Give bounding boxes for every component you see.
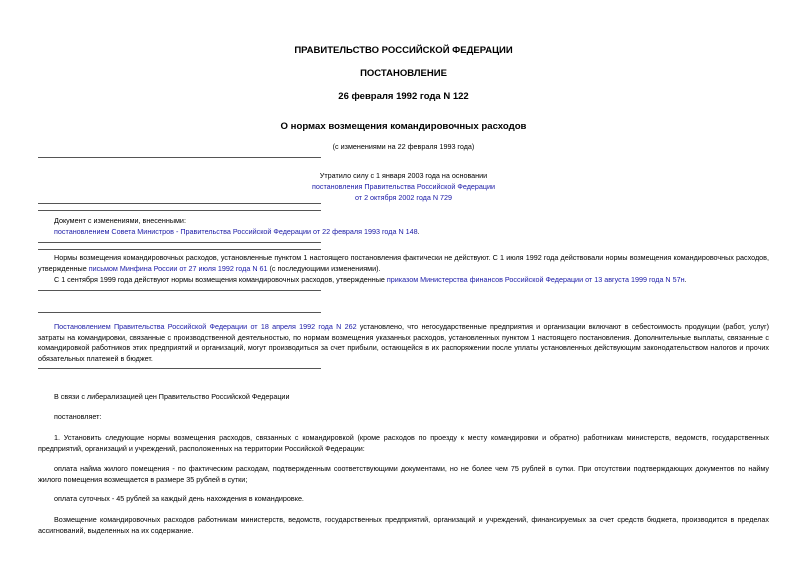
changes-end: . bbox=[417, 226, 420, 236]
expired-link-line2[interactable]: от 2 октября 2002 года N 729 bbox=[354, 193, 453, 202]
changes-block bbox=[38, 216, 769, 237]
minfin-letter-link[interactable]: письмом Минфина России от 27 июля 1992 года N 61 bbox=[88, 263, 268, 273]
government-heading: ПРАВИТЕЛЬСТВО РОССИЙСКОЙ ФЕДЕРАЦИИ bbox=[294, 45, 513, 56]
amendments-note: (с изменениями на 22 февраля 1993 года) bbox=[332, 142, 475, 151]
document-title: О нормах возмещения командировочных расходов bbox=[280, 121, 527, 132]
divider bbox=[38, 312, 321, 313]
commentary-text: (с последующими изменениями). bbox=[267, 263, 381, 273]
divider bbox=[38, 242, 321, 243]
commentary-text: Нормы возмещения командировочных расходов, установленные пунктом 1 настоящего постановления фактически не действуют. С 1 июля 1992 года действовали нормы возмещения командировочных расходов, утвержденные bbox=[38, 253, 769, 273]
divider bbox=[38, 203, 321, 204]
comment-paragraph bbox=[38, 322, 769, 364]
divider bbox=[38, 368, 321, 369]
doc-type-heading: ПОСТАНОВЛЕНИЕ bbox=[360, 68, 447, 79]
expired-note bbox=[38, 170, 769, 203]
reimbursement-paragraph: Возмещение командировочных расходов работникам министерств, ведомств, государственных предприятий, организаций и учреждений, финансируемых за счет средств бюджета, производится в пределах ассигнований, выделенных на их содержание. bbox=[38, 515, 769, 535]
divider bbox=[38, 210, 321, 211]
commentary-paragraph-2 bbox=[38, 275, 769, 286]
divider bbox=[38, 157, 321, 158]
minfin-order-link[interactable]: приказом Министерства финансов Российской Федерации от 13 августа 1999 года N 57н bbox=[386, 275, 685, 284]
comment-text: установлено, что негосударственные предприятия и организации включают в себестоимость продукции (работ, услуг) затраты на командировки, связанные с производственной деятельностью, по нормам возмещения указанных расходов, установленных пунктом 1 настоящего постановления. Дополнительные выплаты, связанные с командировкой работников этих предприятий и организаций, могут производиться за счет прибыли, остающейся в их распоряжении после уплаты установленных действующим законодательством налогов и прочих обязательных платежей в бюджет. bbox=[38, 322, 769, 363]
housing-paragraph: оплата найма жилого помещения - по фактическим расходам, подтвержденным соответствующими документами, но не более чем 75 рублей в сутки. При отсутствии подтверждающих документов по найму жилого помещения возмещается в размере 35 рублей в сутки; bbox=[38, 464, 769, 484]
commentary-paragraph-1 bbox=[38, 253, 769, 274]
divider bbox=[38, 249, 321, 250]
changes-link[interactable]: постановлением Совета Министров - Правительства Российской Федерации от 22 февраля 1993 года N 148 bbox=[54, 226, 418, 236]
decree-paragraph: постановляет: bbox=[54, 412, 102, 421]
commentary-text: С 1 сентября 1999 года действуют нормы возмещения командировочных расходов, утвержденные bbox=[54, 275, 387, 284]
date-number-heading: 26 февраля 1992 года N 122 bbox=[338, 91, 469, 102]
commentary-text: . bbox=[684, 275, 687, 284]
expired-link-line1[interactable]: постановления Правительства Российской Федерации bbox=[311, 182, 496, 191]
resolution-262-link[interactable]: Постановлением Правительства Российской Федерации от 18 апреля 1992 года N 262 bbox=[54, 322, 357, 331]
intro-paragraph: В связи с либерализацией цен Правительство Российской Федерации bbox=[54, 392, 290, 401]
per-diem-paragraph: оплата суточных - 45 рублей за каждый день нахождения в командировке. bbox=[54, 494, 304, 503]
item-1-paragraph: 1. Установить следующие нормы возмещения расходов, связанных с командировкой (кроме расходов по проезду к месту командировки и обратно) работникам министерств, ведомств, государственных предприятий, организаций и учреждений, расположенных на территории Российской Федерации: bbox=[38, 433, 769, 453]
changes-label: Документ с изменениями, внесенными: bbox=[54, 216, 186, 225]
expired-text: Утратило силу с 1 января 2003 года на основании bbox=[319, 171, 488, 180]
divider bbox=[38, 290, 321, 291]
